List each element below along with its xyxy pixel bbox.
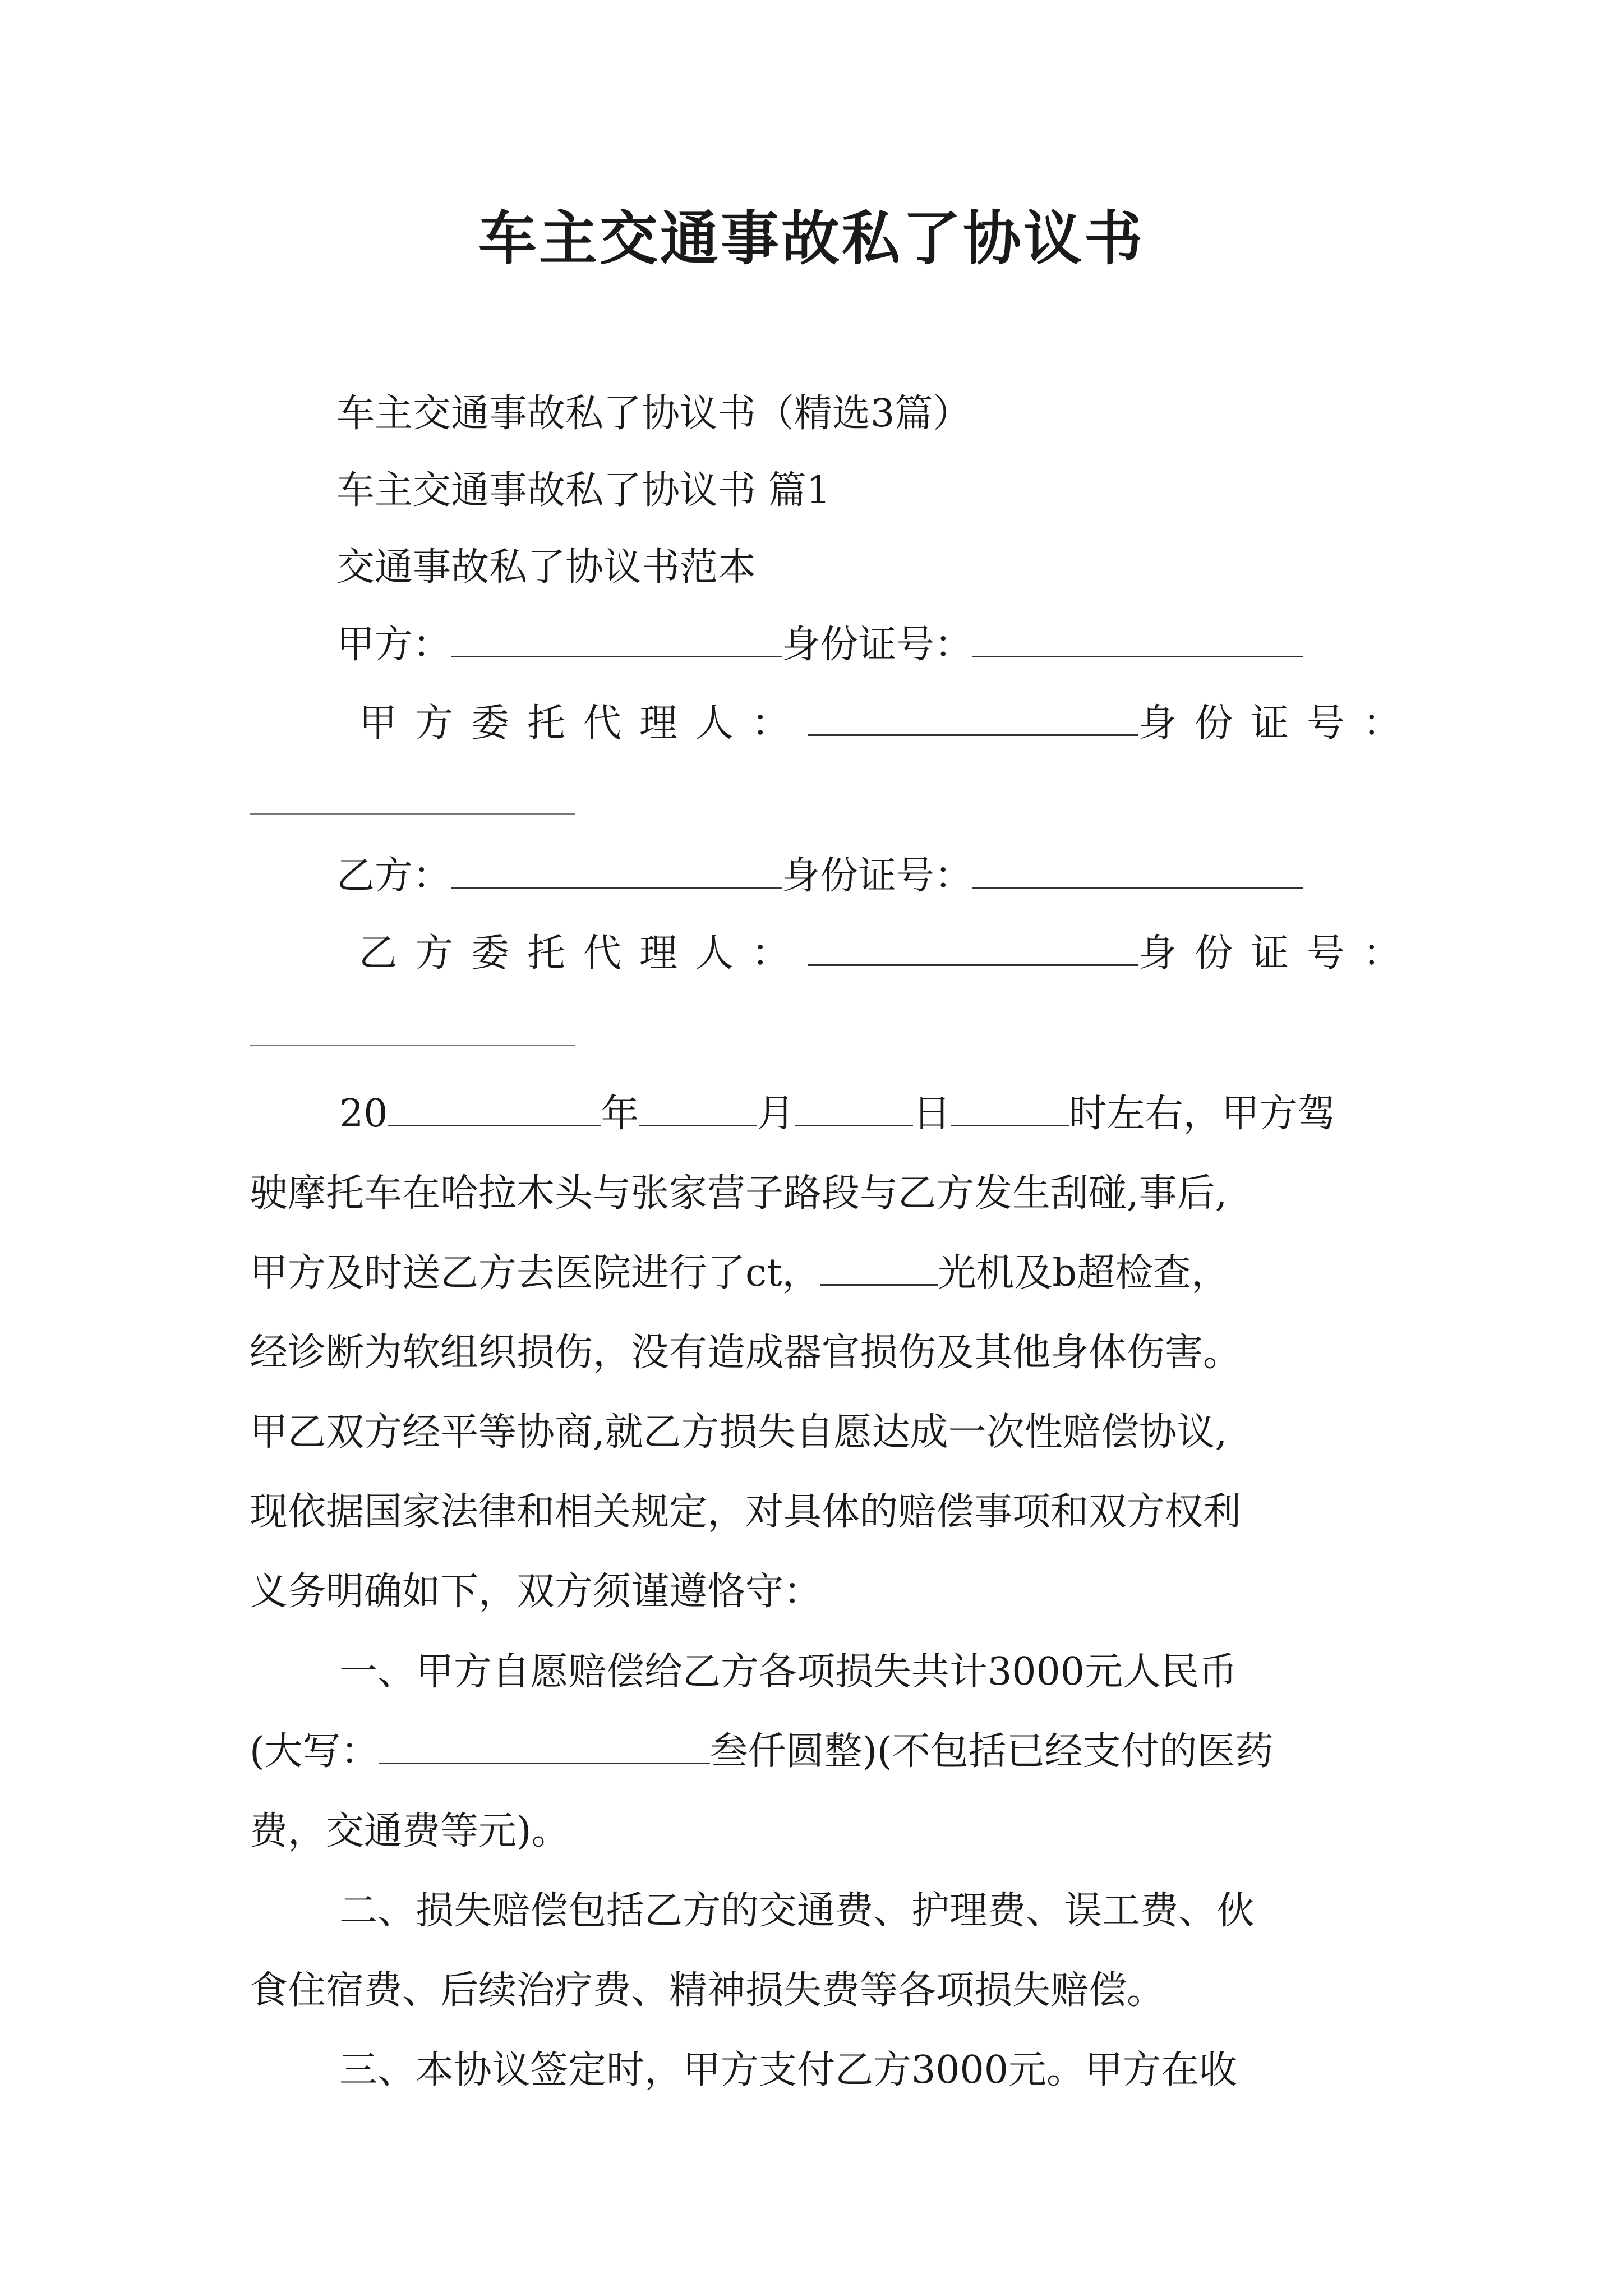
paragraph-text: 光机及b超检查， xyxy=(938,1251,1229,1295)
party-b-id-blank[interactable] xyxy=(972,850,1303,889)
paragraph-line: 经诊断为软组织损伤，没有造成器官损伤及其他身体伤害。 xyxy=(250,1331,1242,1375)
agent-id-label: 身份证号： xyxy=(1138,701,1419,746)
party-a-agent-blank[interactable] xyxy=(808,697,1138,736)
day-blank[interactable] xyxy=(795,1088,913,1126)
hour-blank[interactable] xyxy=(951,1088,1069,1126)
party-a-agent-label: 甲方委托代理人： xyxy=(359,701,808,746)
month-label: 月 xyxy=(757,1092,795,1136)
party-a-agent-row xyxy=(359,696,1419,752)
party-b-agent-label: 乙方委托代理人： xyxy=(359,931,808,976)
party-a-agent-id-blank[interactable] xyxy=(250,813,575,815)
year-label: 年 xyxy=(601,1092,639,1136)
paragraph-line: 费，交通费等元)。 xyxy=(250,1809,570,1853)
paragraph-text: (大写： xyxy=(250,1729,379,1774)
id-label: 身份证号： xyxy=(782,623,973,667)
paragraph-line: 现依据国家法律和相关规定，对具体的赔偿事项和双方权利 xyxy=(250,1490,1242,1534)
paragraph-text: 一、甲方自愿赔偿给乙方各项损失共计3000元人民币 xyxy=(339,1650,1238,1694)
template-name: 交通事故私了协议书范本 xyxy=(336,545,757,590)
agent-id-label-b: 身份证号： xyxy=(1138,931,1419,976)
month-blank[interactable] xyxy=(639,1088,757,1126)
party-b-blank[interactable] xyxy=(451,850,782,889)
id-label-b: 身份证号： xyxy=(782,854,973,898)
document-title: 车主交通事故私了协议书 xyxy=(478,204,1145,273)
party-a-row xyxy=(336,617,1303,673)
year-prefix: 20 xyxy=(339,1092,388,1136)
accident-paragraph xyxy=(250,1074,1377,1632)
party-a-blank[interactable] xyxy=(451,619,782,657)
clause-two-paragraph xyxy=(250,1871,1377,2031)
paragraph-text: 二、损失赔偿包括乙方的交通费、护理费、误工费、伙 xyxy=(339,1889,1255,1933)
party-b-row xyxy=(336,848,1303,904)
clause-three-paragraph xyxy=(250,2031,1377,2110)
paragraph-line: 甲乙双方经平等协商,就乙方损失自愿达成一次性赔偿协议, xyxy=(250,1410,1228,1455)
paragraph-line: 驶摩托车在哈拉木头与张家营子路段与乙方发生刮碰,事后, xyxy=(250,1171,1228,1216)
clause-one-paragraph xyxy=(250,1632,1377,1871)
party-b-label: 乙方： xyxy=(336,854,451,898)
party-a-label: 甲方： xyxy=(336,623,451,667)
party-a-id-blank[interactable] xyxy=(972,619,1303,657)
day-label: 日 xyxy=(912,1092,951,1136)
party-b-agent-row xyxy=(359,926,1419,982)
paragraph-text: 甲方及时送乙方去医院进行了ct， xyxy=(250,1251,820,1295)
xray-blank[interactable] xyxy=(820,1247,938,1286)
paragraph-text: 叁仟圆整)(不包括已经支付的医药 xyxy=(709,1729,1274,1774)
party-b-agent-blank[interactable] xyxy=(808,927,1138,966)
paragraph-line: 食住宿费、后续治疗费、精神损失费等各项损失赔偿。 xyxy=(250,1968,1165,2013)
subtitle-line: 车主交通事故私了协议书（精选3篇） xyxy=(336,392,971,436)
year-blank[interactable] xyxy=(388,1088,601,1126)
amount-in-words-blank[interactable] xyxy=(379,1726,710,1764)
hour-label: 时左右，甲方驾 xyxy=(1068,1092,1336,1136)
paragraph-line: 义务明确如下，双方须谨遵恪守： xyxy=(250,1570,822,1614)
party-b-agent-id-blank[interactable] xyxy=(250,1045,575,1046)
chapter-heading: 车主交通事故私了协议书 篇1 xyxy=(336,468,831,513)
paragraph-text: 三、本协议签定时，甲方支付乙方3000元。甲方在收 xyxy=(339,2048,1238,2092)
